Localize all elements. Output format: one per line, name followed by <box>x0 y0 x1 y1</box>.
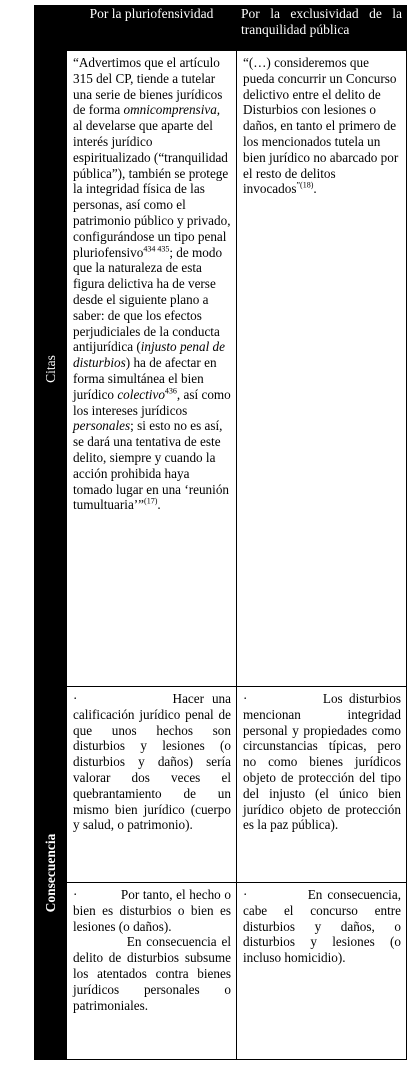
consecuencia-pluriofensividad-1: · Hacer una calificación jurídico penal de que unos hechos son disturbios y lesiones (o disturbios y daños) sería valorar dos veces el quebrantamiento de un mismo bien jurídico (cuerpo y salud, o patrimonio). <box>67 687 237 883</box>
cita-pluriofensividad: “Advertimos que el artículo 315 del CP, tiende a tutelar una serie de bienes jurídicos de forma omnicomprensiva, al develarse que aparte del interés jurídico espiritualizado (“tranquilidad pública”), también se protege la integridad física de las personas, así como el patrimonio público y privado, configurándose un tipo penal pluriofensivo$^{434 435}$; de modo que la naturaleza de esta figura delictiva ha de verse desde el siguiente plano a saber: de que los efectos perjudiciales de la conducta antijurídica (injusto penal de disturbios) ha de afectar en forma simultánea el bien jurídico colectivo$^{436}$, así como los intereses jurídicos personales; si esto no es así, se dará una tentativa de este delito, siempre y cuando la acción prohibida haya tomado lugar en una ‘reunión tumultuaria’”$^{(17)}$. <box>67 51 237 687</box>
consecuencia-pluriofensividad-2: · Por tanto, el hecho o bien es disturbios o bien es lesiones (o daños). En consecuencia el delito de disturbios subsume los atentados contra bienes jurídicos personales o patrimoniales. <box>67 883 237 1060</box>
row-label-consecuencia <box>35 687 67 1060</box>
header-row <box>35 6 407 51</box>
row-consecuencia-2 <box>35 883 407 1060</box>
row-consecuencia-1 <box>35 687 407 883</box>
comparison-table <box>34 5 407 1060</box>
citas-label: Citas <box>42 354 58 383</box>
header-corner <box>35 6 67 51</box>
consecuencia-exclusividad-1: · Los disturbios mencionan integridad personal y propiedades como circunstancias típicas, pero no como bienes jurídicos objeto de protección del tipo del injusto (el único bien jurídico objeto de protección es la paz pública). <box>237 687 407 883</box>
cita-exclusividad: “(…) consideremos que pueda concurrir un Concurso delictivo entre el delito de Disturbios con lesiones o daños, en tanto el primero de los mencionados tutela un bien jurídico no abarcado por el resto de delitos invocados$^{”(18)}$. <box>237 51 407 687</box>
row-label-citas <box>35 51 67 687</box>
row-citas <box>35 51 407 687</box>
header-exclusividad: Por la exclusividad de la tranquilidad pública <box>237 6 407 51</box>
consecuencia-label: Consecuencia <box>42 833 58 913</box>
consecuencia-exclusividad-2: · En consecuencia, cabe el concurso entre disturbios y daños, o disturbios y lesiones (o incluso homicidio). <box>237 883 407 1060</box>
header-pluriofensividad: Por la pluriofensividad <box>67 6 237 51</box>
